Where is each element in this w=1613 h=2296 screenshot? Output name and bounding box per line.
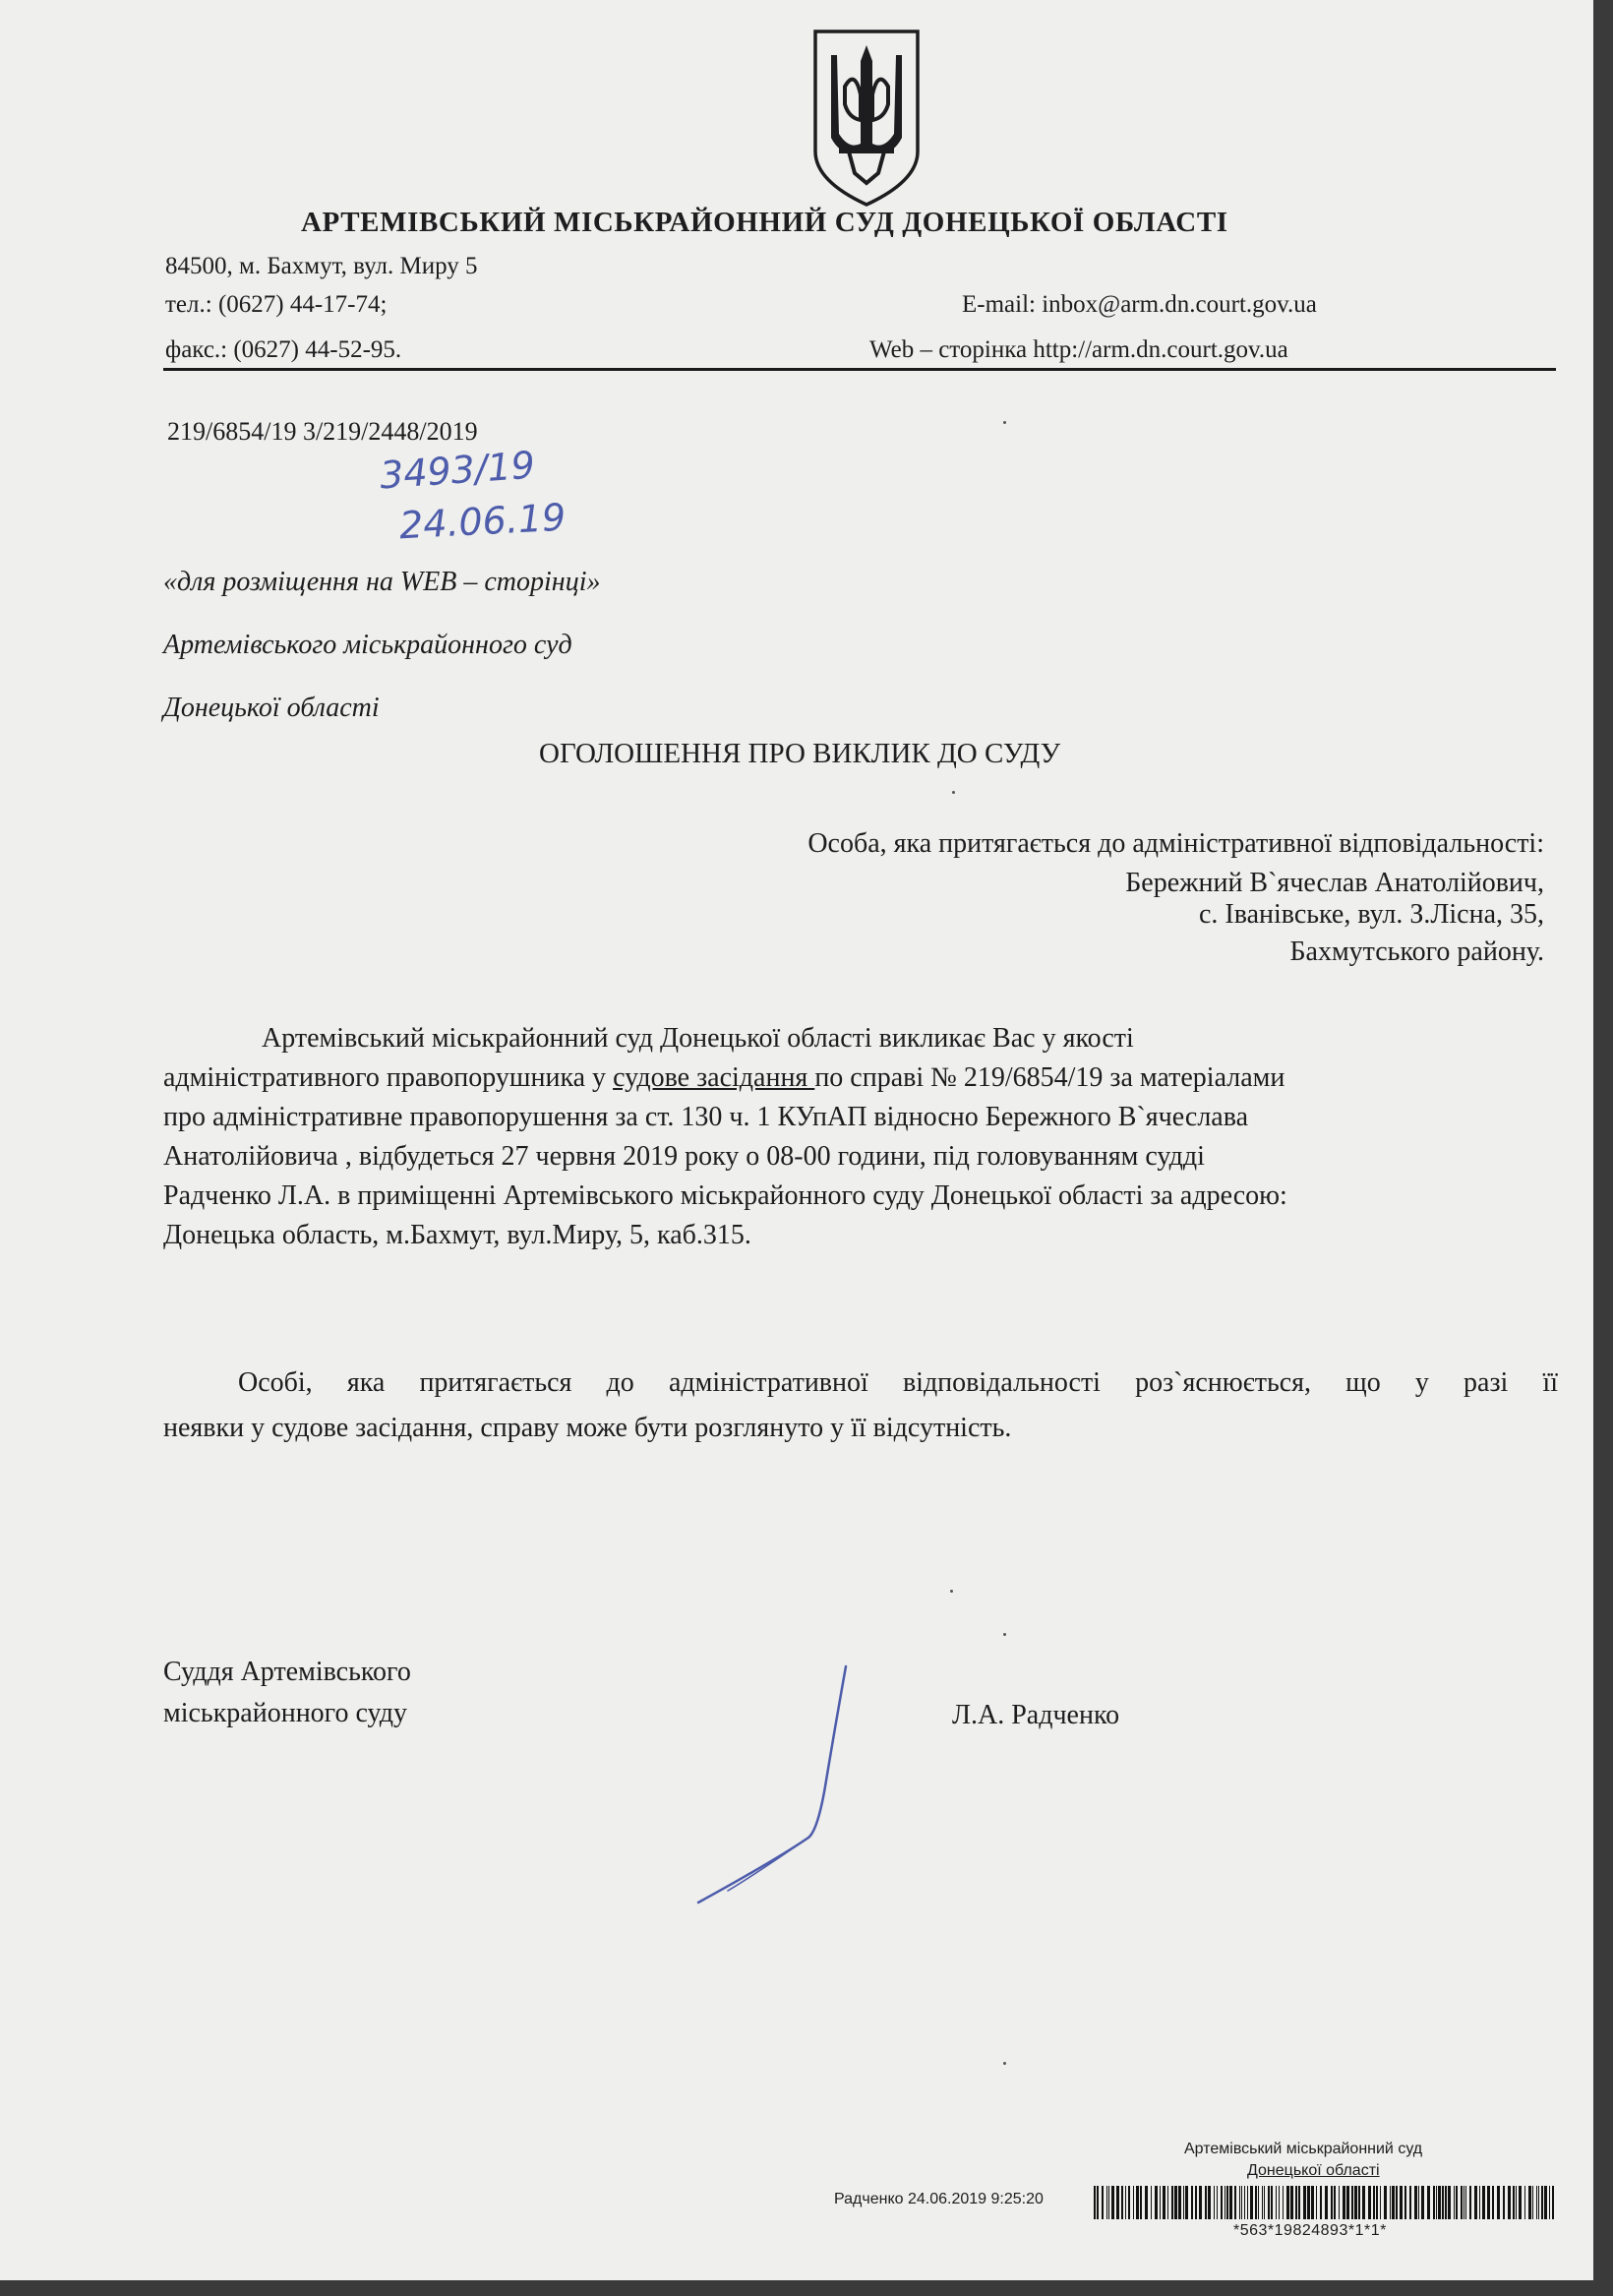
barcode-bar	[1465, 2186, 1466, 2219]
barcode-bar	[1454, 2186, 1455, 2219]
barcode-bar	[1116, 2186, 1119, 2219]
barcode-bar	[1497, 2186, 1500, 2219]
paragraph-1-line-2-a: адміністративного правопорушника у	[163, 1062, 614, 1093]
barcode-bar	[1346, 2186, 1349, 2219]
hearing-underlined: судове засідання	[613, 1062, 815, 1093]
addressee-district: Бахмутського району.	[1289, 937, 1544, 967]
barcode-bar	[1102, 2186, 1104, 2219]
barcode-bar	[1538, 2186, 1539, 2219]
court-address: 84500, м. Бахмут, вул. Миру 5	[165, 253, 478, 279]
header-divider	[163, 368, 1556, 371]
barcode-bar	[1311, 2186, 1314, 2219]
barcode-bar	[1503, 2186, 1505, 2219]
barcode-bar	[1295, 2186, 1297, 2219]
barcode-bar	[1474, 2186, 1477, 2219]
stamp-signed-by: Радченко 24.06.2019 9:25:20	[834, 2191, 1044, 2207]
barcode-bar	[1396, 2186, 1398, 2219]
barcode-bar	[1145, 2186, 1148, 2219]
handwritten-signature	[688, 1662, 866, 1908]
barcode-bar	[1255, 2186, 1257, 2219]
paragraph-1-line-1: Артемівський міськрайонний суд Донецької області викликає Вас у якості	[262, 1023, 1134, 1054]
barcode-bar	[1250, 2186, 1253, 2219]
handwritten-number: 3493/19	[378, 443, 537, 498]
stamp-court-line-1: Артемівський міськрайонний суд	[1184, 2141, 1423, 2157]
barcode-bar	[1140, 2186, 1142, 2219]
barcode-bar	[1487, 2186, 1490, 2219]
barcode-bar	[1421, 2186, 1424, 2219]
barcode-bar	[1279, 2186, 1280, 2219]
notice-title: ОГОЛОШЕННЯ ПРО ВИКЛИК ДО СУДУ	[539, 738, 1061, 769]
addressee-role: Особа, яка притягається до адміністративної відповідальності:	[807, 828, 1544, 859]
paragraph-2-line-1: Особі, яка притягається до адміністративної відповідальності роз`яснюється, що у разі її	[238, 1367, 1558, 1398]
barcode-bar	[1151, 2186, 1152, 2219]
barcode-bar	[1513, 2186, 1515, 2219]
barcode-bar	[1456, 2186, 1458, 2219]
barcode-bar	[1226, 2186, 1228, 2219]
barcode-bar	[1286, 2186, 1289, 2219]
signer-name: Л.А. Радченко	[952, 1700, 1120, 1730]
barcode-bar	[1469, 2186, 1471, 2219]
barcode-bar	[1121, 2186, 1123, 2219]
barcode-bar	[1380, 2186, 1381, 2219]
barcode-bar	[1111, 2186, 1114, 2219]
paragraph-1-line-2	[163, 1062, 1284, 1094]
barcode-bar	[1303, 2186, 1306, 2219]
barcode-bar	[1171, 2186, 1173, 2219]
barcode-bar	[1549, 2186, 1550, 2219]
barcode-bar	[1160, 2186, 1161, 2219]
paragraph-1-line-5: Радченко Л.А. в приміщенні Артемівського міськрайонного суду Донецької області за адресою:	[163, 1180, 1287, 1211]
barcode-number: *563*19824893*1*1*	[1233, 2222, 1387, 2239]
barcode-bar	[1536, 2186, 1537, 2219]
barcode-bar	[1414, 2186, 1417, 2219]
barcode-bar	[1128, 2186, 1130, 2219]
barcode-bar	[1262, 2186, 1263, 2219]
barcode-bar	[1343, 2186, 1345, 2219]
barcode-bar	[1221, 2186, 1223, 2219]
barcode-bar	[1479, 2186, 1480, 2219]
barcode-bar	[1264, 2186, 1265, 2219]
barcode-bar	[1390, 2186, 1391, 2219]
barcode-bar	[1133, 2186, 1134, 2219]
scan-speck	[952, 791, 955, 794]
court-phone: тел.: (0627) 44-17-74;	[165, 291, 388, 318]
barcode-bar	[1532, 2186, 1533, 2219]
barcode-bar	[1217, 2186, 1218, 2219]
barcode-bar	[1442, 2186, 1444, 2219]
barcode-bar	[1331, 2186, 1333, 2219]
scan-speck	[1003, 421, 1006, 424]
barcode-bar	[1316, 2186, 1317, 2219]
barcode-bar	[1409, 2186, 1411, 2219]
barcode-bar	[1307, 2186, 1310, 2219]
barcode-bar	[1433, 2186, 1435, 2219]
barcode-bar	[1362, 2186, 1365, 2219]
barcode-bar	[1418, 2186, 1419, 2219]
barcode-bar	[1183, 2186, 1184, 2219]
barcode-bar	[1205, 2186, 1207, 2219]
barcode-bar	[1528, 2186, 1531, 2219]
court-name: АРТЕМІВСЬКИЙ МІСЬКРАЙОННИЙ СУД ДОНЕЦЬКОЇ ОБЛАСТІ	[301, 207, 1228, 238]
barcode-bar	[1191, 2186, 1193, 2219]
barcode-bar	[1438, 2186, 1441, 2219]
barcode-bar	[1339, 2186, 1340, 2219]
barcode-bar	[1234, 2186, 1236, 2219]
barcode-bar	[1178, 2186, 1181, 2219]
tryzub-emblem-icon	[809, 26, 924, 209]
barcode-bar	[1508, 2186, 1511, 2219]
barcode-bar	[1174, 2186, 1177, 2219]
case-numbers: 219/6854/19 3/219/2448/2019	[167, 417, 478, 446]
barcode-bar	[1106, 2186, 1107, 2219]
barcode-bar	[1163, 2186, 1165, 2219]
barcode-bar	[1516, 2186, 1517, 2219]
barcode-bar	[1384, 2186, 1387, 2219]
barcode-bar	[1404, 2186, 1406, 2219]
barcode-bar	[1544, 2186, 1547, 2219]
barcode-bar	[1214, 2186, 1215, 2219]
barcode-bar	[1290, 2186, 1293, 2219]
barcode-bar	[1376, 2186, 1378, 2219]
barcode-bar	[1524, 2186, 1525, 2219]
barcode-bar	[1244, 2186, 1245, 2219]
barcode-bar	[1208, 2186, 1211, 2219]
barcode-bar	[1351, 2186, 1353, 2219]
barcode-bar	[1241, 2186, 1242, 2219]
paragraph-1-line-2-b: по справі № 219/6854/19 за матеріалами	[814, 1062, 1285, 1093]
stamp-court-line-2: Донецької області	[1247, 2162, 1380, 2179]
document-barcode	[1094, 2186, 1560, 2219]
barcode-bar	[1448, 2186, 1451, 2219]
barcode-bar	[1271, 2186, 1273, 2219]
barcode-bar	[1097, 2186, 1099, 2219]
barcode-bar	[1094, 2186, 1096, 2219]
barcode-bar	[1195, 2186, 1197, 2219]
barcode-bar	[1283, 2186, 1284, 2219]
barcode-bar	[1400, 2186, 1403, 2219]
barcode-bar	[1368, 2186, 1371, 2219]
barcode-bar	[1354, 2186, 1357, 2219]
barcode-bar	[1334, 2186, 1336, 2219]
barcode-bar	[1136, 2186, 1139, 2219]
barcode-bar	[1125, 2186, 1126, 2219]
signer-role-line-1: Суддя Артемівського	[163, 1657, 411, 1687]
barcode-bar	[1427, 2186, 1430, 2219]
barcode-bar	[1268, 2186, 1270, 2219]
barcode-bar	[1492, 2186, 1494, 2219]
scan-speck	[1003, 2062, 1006, 2065]
barcode-bar	[1276, 2186, 1277, 2219]
placement-note: «для розміщення на WEB – сторінці»	[163, 567, 601, 597]
court-fax: факс.: (0627) 44-52-95.	[165, 336, 402, 363]
paragraph-1-line-6: Донецька область, м.Бахмут, вул.Миру, 5, каб.315.	[163, 1220, 751, 1250]
scan-speck	[950, 1590, 953, 1593]
addressee-street: с. Іванівське, вул. З.Лісна, 35,	[1198, 899, 1544, 930]
signer-role-line-2: міськрайонного суду	[163, 1698, 408, 1728]
barcode-bar	[1320, 2186, 1322, 2219]
barcode-bar	[1519, 2186, 1522, 2219]
barcode-bar	[1436, 2186, 1437, 2219]
barcode-bar	[1199, 2186, 1202, 2219]
barcode-bar	[1461, 2186, 1463, 2219]
barcode-bar	[1298, 2186, 1300, 2219]
paragraph-1-line-4: Анатолійовича , відбудеться 27 червня 2019 року о 08-00 години, під головуванням судді	[163, 1141, 1205, 1172]
barcode-bar	[1541, 2186, 1543, 2219]
barcode-bar	[1552, 2186, 1554, 2219]
court-web: Web – сторінка http://arm.dn.court.gov.ua	[869, 336, 1288, 363]
barcode-bar	[1247, 2186, 1248, 2219]
barcode-bar	[1258, 2186, 1259, 2219]
barcode-bar	[1373, 2186, 1375, 2219]
barcode-bar	[1185, 2186, 1188, 2219]
placement-region: Донецької області	[163, 693, 380, 723]
barcode-bar	[1108, 2186, 1109, 2219]
barcode-bar	[1325, 2186, 1328, 2219]
barcode-bar	[1358, 2186, 1360, 2219]
barcode-bar	[1167, 2186, 1168, 2219]
barcode-bar	[1239, 2186, 1240, 2219]
barcode-bar	[1445, 2186, 1447, 2219]
paragraph-1-line-3: про адміністративне правопорушення за ст. 130 ч. 1 КУпАП відносно Бережного В`ячеслава	[163, 1102, 1248, 1132]
placement-court: Артемівського міськрайонного суд	[163, 630, 572, 660]
scan-speck	[1003, 1633, 1006, 1636]
handwritten-date: 24.06.19	[397, 495, 568, 548]
barcode-bar	[1155, 2186, 1158, 2219]
barcode-bar	[1392, 2186, 1395, 2219]
paragraph-2-line-2: неявки у судове засідання, справу може бути розглянуто у її відсутність.	[163, 1413, 1012, 1443]
court-email: E-mail: inbox@arm.dn.court.gov.ua	[962, 291, 1317, 318]
addressee-name: Бережний В`ячеслав Анатолійович,	[1125, 868, 1544, 898]
barcode-bar	[1482, 2186, 1485, 2219]
barcode-bar	[1229, 2186, 1232, 2219]
